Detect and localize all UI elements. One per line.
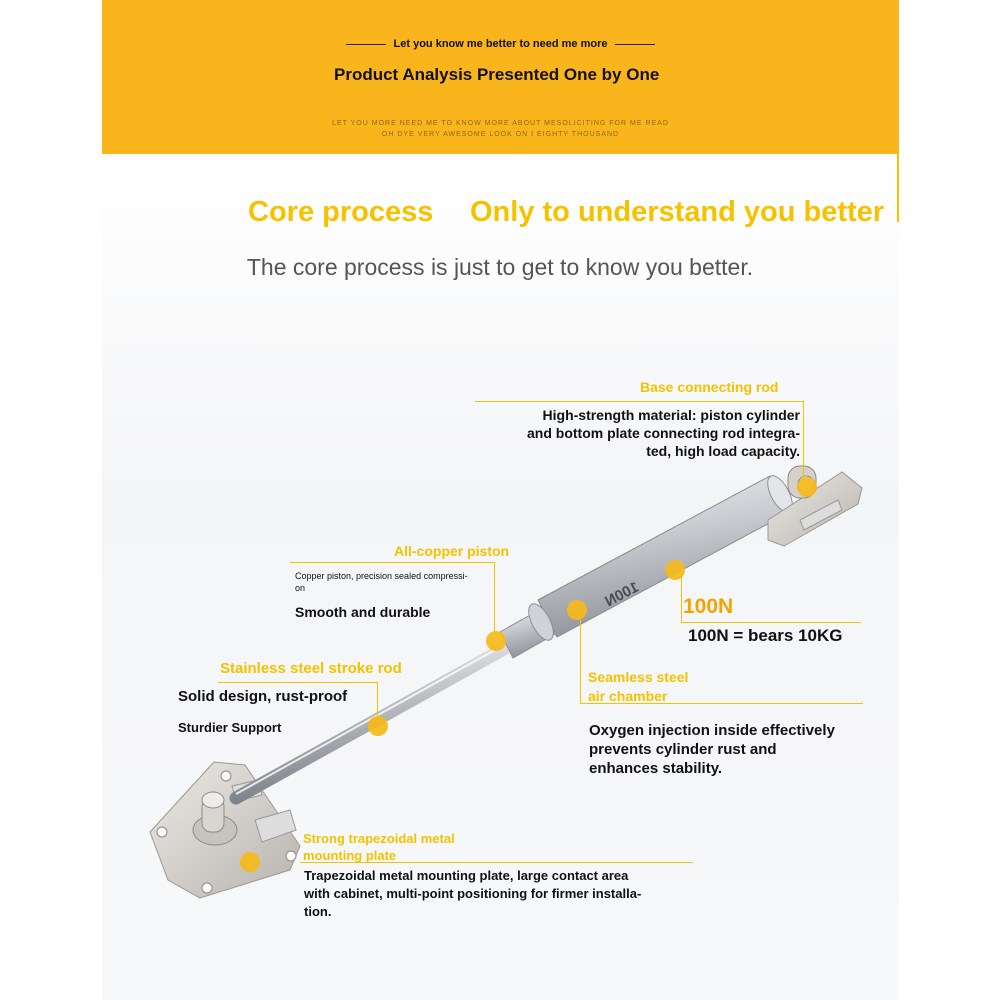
callout-plate-title xyxy=(303,830,455,864)
callout-base-rod-text xyxy=(470,406,800,460)
marker-dot-stroke-rod xyxy=(368,716,388,736)
marker-dot-plate xyxy=(240,852,260,872)
callout-piston-text: Smooth and durable xyxy=(295,604,431,620)
callout-plate-title-1: Strong trapezoidal metal xyxy=(303,831,455,846)
marker-dot-base-rod xyxy=(797,477,817,497)
callout-piston-small-line-2: on xyxy=(295,583,306,593)
callout-air-chamber-title-1: Seamless steel xyxy=(588,669,689,685)
callout-plate-line-2: with cabinet, multi-point positioning for firmer installa- xyxy=(304,886,642,901)
leader-piston-h xyxy=(290,562,495,563)
callout-piston-small xyxy=(295,570,495,594)
callout-air-chamber-title xyxy=(588,668,688,706)
callout-load-text: 100N = bears 10KG xyxy=(688,626,843,645)
headline-left: Core process xyxy=(248,196,434,228)
callout-air-chamber-title-2: air chamber xyxy=(588,688,668,704)
callout-air-chamber-line-1: Oxygen injection inside effectively xyxy=(589,722,835,739)
leader-stroke-v xyxy=(377,682,378,720)
callout-stroke-rod-title: Stainless steel stroke rod xyxy=(220,660,402,677)
callout-plate-line-3: tion. xyxy=(304,904,332,919)
callout-plate-text xyxy=(304,867,641,921)
callout-load-value: 100N xyxy=(683,595,734,618)
callout-piston-title: All-copper piston xyxy=(394,543,510,559)
callout-plate-title-2: mounting plate xyxy=(303,848,397,863)
callout-base-rod-line-3: ted, high load capacity. xyxy=(646,443,800,459)
banner-tagline-text: Let you know me better to need me more xyxy=(393,38,608,50)
callout-stroke-rod-sub: Sturdier Support xyxy=(178,720,282,735)
callout-base-rod-line-1: High-strength material: piston cylinder xyxy=(542,407,800,423)
leader-base-rod-v xyxy=(803,401,804,481)
banner-small-line-1: LET YOU MORE NEED ME TO KNOW MORE ABOUT MESOLICITING FOR ME READ xyxy=(332,120,669,127)
marker-dot-air-chamber xyxy=(567,600,587,620)
leader-load-h xyxy=(681,622,861,623)
callout-stroke-rod-text: Solid design, rust-proof xyxy=(178,688,348,705)
rod-marking-100n: 100N xyxy=(602,578,642,611)
marker-dot-load xyxy=(665,560,685,580)
bottom-mounting-plate xyxy=(150,762,300,898)
callout-plate-line-1: Trapezoidal metal mounting plate, large contact area xyxy=(304,868,629,883)
headline-subtitle: The core process is just to get to know you better. xyxy=(246,254,754,280)
headline-right: Only to understand you better xyxy=(470,196,885,228)
callout-base-rod-line-2: and bottom plate connecting rod integra- xyxy=(527,425,800,441)
callout-base-rod-title: Base connecting rod xyxy=(640,379,779,395)
banner-title: Product Analysis Presented One by One xyxy=(334,65,660,84)
banner-small-line-2: OH DYE VERY AWESOME LOOK ON I EIGHTY THOUSAND xyxy=(381,131,620,138)
leader-load-v xyxy=(681,575,682,623)
callout-air-chamber-line-2: prevents cylinder rust and xyxy=(589,741,777,758)
leader-base-rod-h xyxy=(475,401,803,402)
leader-air-v xyxy=(580,620,581,703)
callout-air-chamber-text xyxy=(589,721,835,778)
callout-air-chamber-line-3: enhances stability. xyxy=(589,760,723,777)
marker-dot-piston xyxy=(486,631,506,651)
callout-piston-small-line-1: Copper piston, precision sealed compressi- xyxy=(295,571,468,581)
leader-stroke-h xyxy=(218,682,378,683)
